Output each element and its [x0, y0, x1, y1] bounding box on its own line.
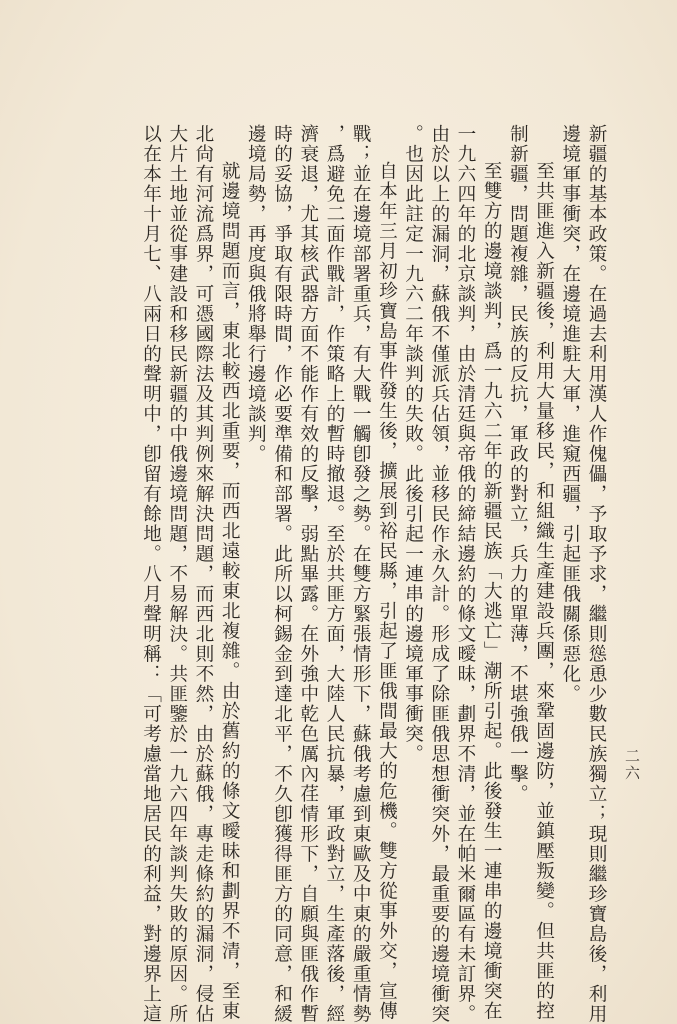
text-column: 就邊境問題而言，東北較西北重要，而西北遠較東北複雜。由於舊約的條文曖昧和劃界不清，至東	[219, 161, 241, 1021]
text-column: 濟衰退，尤其核武器方面不能作有效的反擊，弱點畢露。在外強中乾色厲內荏情形下，自願與匪俄作暫	[297, 124, 319, 1024]
text-column: 戰；並在邊境部署重兵，有大戰一觸卽發之勢。在雙方緊張情形下，蘇俄考慮到東歐及中東的嚴重情勢	[350, 124, 372, 1024]
text-column: 時的妥協，爭取有限時間，作必要準備和部署。此所以柯錫金到達北平，不久卽獲得匪方的同意，和緩	[271, 124, 293, 1024]
text-column: 北尙有河流爲界，可憑國際法及其判例來解決問題，而西北則不然，由於蘇俄，專走條約的漏洞，侵佔	[192, 124, 214, 1024]
text-column: 一九六四年的北京談判，由於清廷與帝俄的締結邊約的條文曖昧，劃界不清，並在帕米爾區有未訂界。	[454, 124, 476, 1024]
text-column: 至共匪進入新疆後，利用大量移民，和組織生產建設兵團，來鞏固邊防，並鎮壓叛變。但共匪的控	[533, 161, 555, 1021]
text-column: 至雙方的邊境談判，爲一九六二年的新疆民族「大逃亡」潮所引起。此後發生一連串的邊境衝突在	[481, 161, 503, 1021]
text-column: 以在本年十月七、八兩日的聲明中，卽留有餘地。八月聲明稱：「可考慮當地居民的利益，對邊界上這	[140, 124, 162, 1024]
page-number: 二六	[623, 748, 641, 782]
text-column: 新疆的基本政策。在過去利用漢人作傀儡，予取予求，繼則慫恿少數民族獨立；現則繼珍寶島後，利用	[586, 124, 607, 1024]
text-column: 自本年三月初珍寶島事件發生後，擴展到裕民縣，引起了匪俄間最大的危機。雙方從事外交，宣傳	[376, 161, 398, 1021]
text-column: 邊境軍事衝突，在邊境進駐大軍，進窺西疆，引起匪俄關係惡化。	[559, 124, 581, 704]
text-column: 由於以上的漏洞，蘇俄不僅派兵佔領，並移民作永久計。形成了除匪俄思想衝突外，最重要的邊境衝突	[428, 124, 450, 1024]
text-column: ，爲避免二面作戰計，作策略上的暫時撤退。至於共匪方面，大陸人民抗暴，軍政對立，生產落後，經	[323, 124, 345, 1024]
text-column: 。也因此註定一九六二年談判的失敗。此後引起一連串的邊境軍事衝突。	[402, 124, 424, 764]
text-column: 大片土地並從事建設和移民新疆的中俄邊境問題，不易解決。共匪鑒於一九六四年談判失敗的原因。所	[166, 124, 188, 1024]
text-column: 邊境局勢，再度與俄將舉行邊境談判。	[245, 124, 267, 464]
vertical-text-block	[137, 124, 609, 1024]
text-column: 制新疆，問題複雜，民族的反抗，軍政的對立，兵力的單薄，不堪強俄一擊。	[507, 124, 529, 804]
